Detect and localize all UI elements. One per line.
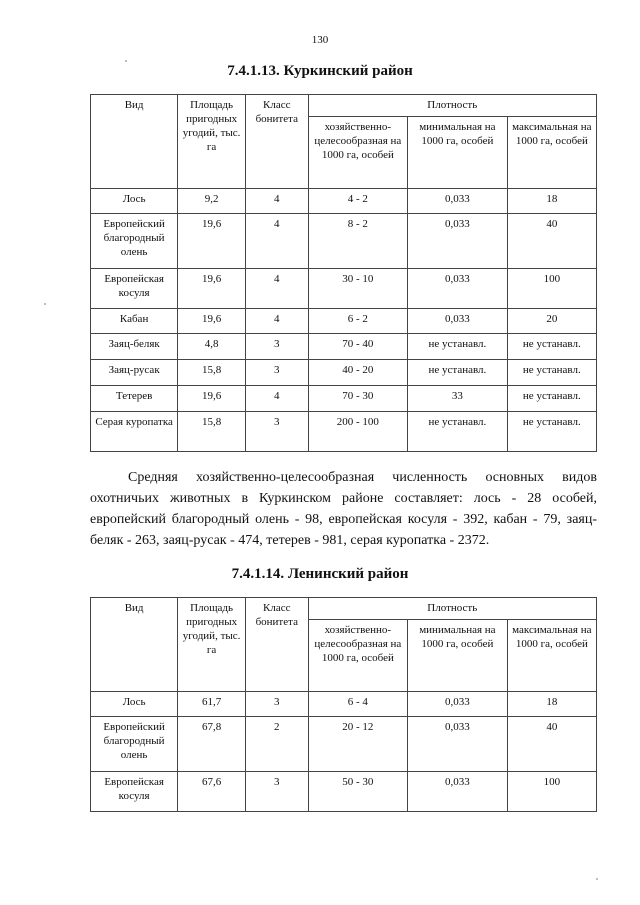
header-max: максимальная на 1000 га, особей bbox=[507, 620, 596, 692]
cell-economic: 30 - 10 bbox=[308, 269, 408, 309]
header-class: Класс бонитета bbox=[245, 95, 308, 189]
header-area: Площадь пригодных угодий, тыс. га bbox=[178, 95, 246, 189]
header-economic: хозяйственно-целесообразная на 1000 га, особей bbox=[308, 620, 408, 692]
table-row bbox=[91, 189, 597, 214]
header-min: минимальная на 1000 га, особей bbox=[408, 117, 508, 189]
cell-min: 0,033 bbox=[408, 309, 508, 334]
cell-species: Тетерев bbox=[91, 386, 178, 412]
cell-species: Европейский благородный олень bbox=[91, 214, 178, 269]
header-max: максимальная на 1000 га, особей bbox=[507, 117, 596, 189]
table-row bbox=[91, 309, 597, 334]
table-row bbox=[91, 692, 597, 717]
cell-min: 0,033 bbox=[408, 772, 508, 812]
scan-speck bbox=[125, 60, 127, 62]
cell-area: 19,6 bbox=[178, 269, 246, 309]
scan-speck bbox=[596, 878, 598, 880]
cell-area: 19,6 bbox=[178, 214, 246, 269]
cell-species: Европейский благородный олень bbox=[91, 717, 178, 772]
cell-min: не устанавл. bbox=[408, 412, 508, 452]
header-density: Плотность bbox=[308, 95, 596, 117]
cell-economic: 4 - 2 bbox=[308, 189, 408, 214]
cell-area: 67,8 bbox=[178, 717, 246, 772]
header-species: Вид bbox=[91, 95, 178, 189]
cell-area: 61,7 bbox=[178, 692, 246, 717]
density-table-kurkinsky bbox=[90, 94, 597, 452]
cell-economic: 20 - 12 bbox=[308, 717, 408, 772]
cell-max: 40 bbox=[507, 717, 596, 772]
cell-area: 19,6 bbox=[178, 309, 246, 334]
cell-class: 3 bbox=[245, 692, 308, 717]
cell-min: 0,033 bbox=[408, 692, 508, 717]
cell-economic: 70 - 40 bbox=[308, 334, 408, 360]
cell-min: 0,033 bbox=[408, 189, 508, 214]
table-row bbox=[91, 214, 597, 269]
table-row bbox=[91, 717, 597, 772]
cell-area: 19,6 bbox=[178, 386, 246, 412]
cell-species: Заяц-русак bbox=[91, 360, 178, 386]
cell-area: 9,2 bbox=[178, 189, 246, 214]
cell-max: 18 bbox=[507, 189, 596, 214]
header-class: Класс бонитета bbox=[245, 598, 308, 692]
table-row bbox=[91, 334, 597, 360]
cell-class: 3 bbox=[245, 360, 308, 386]
header-density: Плотность bbox=[308, 598, 596, 620]
cell-economic: 6 - 4 bbox=[308, 692, 408, 717]
cell-class: 4 bbox=[245, 309, 308, 334]
cell-max: не устанавл. bbox=[507, 412, 596, 452]
table-row bbox=[91, 386, 597, 412]
cell-species: Кабан bbox=[91, 309, 178, 334]
cell-max: не устанавл. bbox=[507, 334, 596, 360]
cell-max: 18 bbox=[507, 692, 596, 717]
cell-economic: 200 - 100 bbox=[308, 412, 408, 452]
cell-class: 4 bbox=[245, 189, 308, 214]
cell-class: 2 bbox=[245, 717, 308, 772]
header-species: Вид bbox=[91, 598, 178, 692]
section-title-leninsky: 7.4.1.14. Ленинский район bbox=[231, 566, 409, 582]
header-economic: хозяйственно-целесообразная на 1000 га, особей bbox=[308, 117, 408, 189]
header-area: Площадь пригодных угодий, тыс. га bbox=[178, 598, 246, 692]
summary-paragraph: Средняя хозяйственно-целесообразная численность основных видов охотничьих животных в Куркинском районе составляет: лось - 28 особей, европейский благородный олень - 98, европейская косуля - 392, кабан - 79, заяц-беляк - 263, заяц-русак - 474, тетерев - 981, серая куропатка - 2372. bbox=[90, 470, 597, 548]
table-row bbox=[91, 412, 597, 452]
cell-species: Европейская косуля bbox=[91, 772, 178, 812]
cell-class: 3 bbox=[245, 334, 308, 360]
cell-min: 0,033 bbox=[408, 214, 508, 269]
table-row bbox=[91, 360, 597, 386]
cell-area: 67,6 bbox=[178, 772, 246, 812]
cell-max: 40 bbox=[507, 214, 596, 269]
cell-max: 100 bbox=[507, 772, 596, 812]
cell-min: 33 bbox=[408, 386, 508, 412]
cell-area: 15,8 bbox=[178, 360, 246, 386]
cell-class: 4 bbox=[245, 269, 308, 309]
cell-max: 20 bbox=[507, 309, 596, 334]
cell-min: 0,033 bbox=[408, 269, 508, 309]
cell-economic: 50 - 30 bbox=[308, 772, 408, 812]
section-title-kurkinsky: 7.4.1.13. Куркинский район bbox=[227, 63, 413, 79]
cell-max: 100 bbox=[507, 269, 596, 309]
cell-species: Заяц-беляк bbox=[91, 334, 178, 360]
cell-economic: 8 - 2 bbox=[308, 214, 408, 269]
scan-speck bbox=[44, 303, 46, 305]
cell-species: Лось bbox=[91, 692, 178, 717]
table-row bbox=[91, 772, 597, 812]
cell-min: не устанавл. bbox=[408, 360, 508, 386]
cell-class: 4 bbox=[245, 214, 308, 269]
cell-class: 4 bbox=[245, 386, 308, 412]
page-number: 130 bbox=[311, 34, 329, 46]
cell-species: Европейская косуля bbox=[91, 269, 178, 309]
cell-economic: 40 - 20 bbox=[308, 360, 408, 386]
cell-min: не устанавл. bbox=[408, 334, 508, 360]
cell-class: 3 bbox=[245, 772, 308, 812]
cell-species: Лось bbox=[91, 189, 178, 214]
cell-max: не устанавл. bbox=[507, 386, 596, 412]
header-min: минимальная на 1000 га, особей bbox=[408, 620, 508, 692]
cell-species: Серая куропатка bbox=[91, 412, 178, 452]
cell-class: 3 bbox=[245, 412, 308, 452]
density-table-leninsky bbox=[90, 597, 597, 812]
table-row bbox=[91, 269, 597, 309]
cell-area: 15,8 bbox=[178, 412, 246, 452]
cell-area: 4,8 bbox=[178, 334, 246, 360]
cell-economic: 6 - 2 bbox=[308, 309, 408, 334]
cell-economic: 70 - 30 bbox=[308, 386, 408, 412]
cell-min: 0,033 bbox=[408, 717, 508, 772]
cell-max: не устанавл. bbox=[507, 360, 596, 386]
